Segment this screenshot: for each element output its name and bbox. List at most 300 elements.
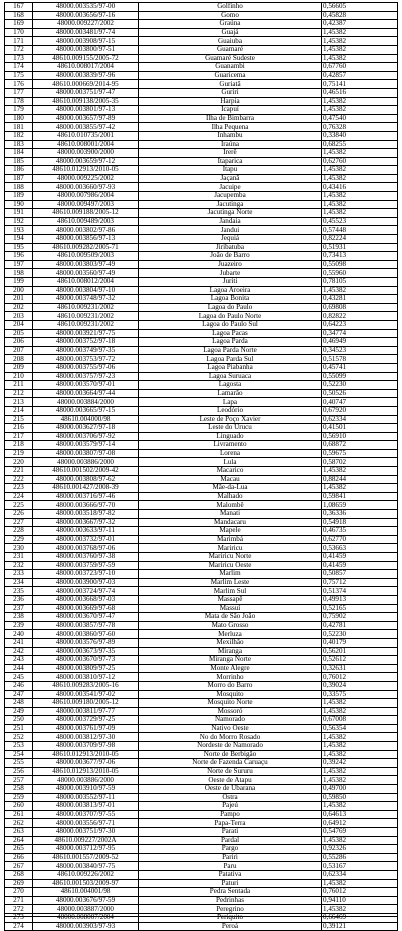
coefficient-value: 0,88244 [322, 475, 398, 484]
field-name: Pargo [139, 845, 322, 854]
field-name: Guamaré Sudeste [139, 54, 322, 63]
coefficient-value: 0,56605 [322, 3, 398, 12]
field-name: Mosquito Norte [139, 699, 322, 708]
coefficient-value: 1,45382 [322, 149, 398, 158]
field-name: Massuí [139, 604, 322, 613]
coefficient-value: 1,45382 [322, 200, 398, 209]
coefficient-value: 0,51931 [322, 243, 398, 252]
process-number: 48610.001427/2008-39 [33, 484, 139, 493]
table-row [5, 209, 398, 218]
process-number: 48000.003723/97-10 [33, 570, 139, 579]
process-number: 48000.003518/97-82 [33, 510, 139, 519]
row-number: 241 [5, 638, 33, 647]
field-name: Parati [139, 828, 322, 837]
process-number: 48000.003884/2000 [33, 398, 139, 407]
coefficient-value: 0,39121 [322, 922, 398, 931]
field-name: Lagoa Piabanha [139, 363, 322, 372]
process-number: 48000.003804/97-10 [33, 286, 139, 295]
field-name: Mariricu Norte [139, 553, 322, 562]
coefficient-value: 0,52612 [322, 656, 398, 665]
process-number: 48000.003732/97-01 [33, 535, 139, 544]
table-row [5, 647, 398, 656]
field-name: Monte Alegre [139, 664, 322, 673]
table-row [5, 63, 398, 72]
field-name: Paru [139, 862, 322, 871]
process-number: 48000.003556/97-71 [33, 819, 139, 828]
row-number: 223 [5, 484, 33, 493]
process-number: 48000.003664/97-44 [33, 389, 139, 398]
field-name: Mapele [139, 527, 322, 536]
coefficient-value: 0,75902 [322, 613, 398, 622]
coefficient-value: 1,45382 [322, 742, 398, 751]
field-name: Namorado [139, 716, 322, 725]
field-name: Guaricema [139, 71, 322, 80]
row-number: 188 [5, 183, 33, 192]
table-row [5, 578, 398, 587]
process-number: 48000.003749/97-35 [33, 346, 139, 355]
process-number: 48610.009231/2002 [33, 312, 139, 321]
row-number: 267 [5, 862, 33, 871]
row-number: 206 [5, 338, 33, 347]
table-row [5, 398, 398, 407]
field-name: Pampo [139, 810, 322, 819]
coefficient-value: 0,46949 [322, 338, 398, 347]
coefficient-value: 1,45382 [322, 879, 398, 888]
row-number: 219 [5, 449, 33, 458]
table-row [5, 372, 398, 381]
table-row [5, 896, 398, 905]
field-name: Lagoa Pacas [139, 329, 322, 338]
process-number: 48000.003676/97-59 [33, 896, 139, 905]
row-number: 266 [5, 853, 33, 862]
row-number: 235 [5, 587, 33, 596]
coefficient-value: 1,45382 [322, 776, 398, 785]
process-number: 48000.003808/97-62 [33, 475, 139, 484]
process-number: 48000.003665/97-15 [33, 406, 139, 415]
coefficient-value: 1,45382 [322, 699, 398, 708]
process-number: 48610.009282/2005-71 [33, 243, 139, 252]
table-row [5, 54, 398, 63]
coefficient-value: 0,75141 [322, 80, 398, 89]
process-number: 48000.003903/97-93 [33, 922, 139, 931]
coefficient-value: 0,43416 [322, 183, 398, 192]
row-number: 249 [5, 707, 33, 716]
row-number: 270 [5, 888, 33, 897]
table-row [5, 750, 398, 759]
field-name: Guamaré [139, 45, 322, 54]
coefficient-value: 1,45382 [322, 192, 398, 201]
field-name: Graúna [139, 20, 322, 29]
coefficient-value: 0,51374 [322, 587, 398, 596]
field-name: João de Barro [139, 252, 322, 261]
row-number: 240 [5, 630, 33, 639]
table-row [5, 346, 398, 355]
table-row [5, 733, 398, 742]
field-name: Marlim Sul [139, 587, 322, 596]
field-name: Mata de São João [139, 613, 322, 622]
field-name: Leste do Urucu [139, 424, 322, 433]
table-row [5, 836, 398, 845]
coefficient-value: 1,45382 [322, 286, 398, 295]
row-number: 204 [5, 320, 33, 329]
field-name: Guanambi [139, 63, 322, 72]
process-number: 48000.003760/97-38 [33, 553, 139, 562]
process-number: 48610.012913/2010-05 [33, 750, 139, 759]
coefficient-value: 0,68872 [322, 441, 398, 450]
field-name: Leodório [139, 406, 322, 415]
row-number: 178 [5, 97, 33, 106]
process-number: 48000.003667/97-32 [33, 518, 139, 527]
field-name: Pedra Sentada [139, 888, 322, 897]
row-number: 167 [5, 3, 33, 12]
row-number: 226 [5, 510, 33, 519]
process-number: 48000.003707/97-55 [33, 810, 139, 819]
field-name: Juriti [139, 278, 322, 287]
coefficient-value: 0,42781 [322, 621, 398, 630]
process-number: 48610.004000/98 [33, 415, 139, 424]
table-row [5, 553, 398, 562]
coefficient-value: 0,55099 [322, 372, 398, 381]
coefficient-value: 0,54918 [322, 518, 398, 527]
table-row [5, 656, 398, 665]
row-number: 264 [5, 836, 33, 845]
process-number: 48000.003666/97-70 [33, 501, 139, 510]
process-number: 48000.003659/97-12 [33, 157, 139, 166]
table-row [5, 613, 398, 622]
field-name: Lagoa do Paulo [139, 303, 322, 312]
process-number: 48610.009138/2005-35 [33, 97, 139, 106]
table-row [5, 828, 398, 837]
process-number: 48000.003757/97-23 [33, 372, 139, 381]
process-number: 48000.003810/97-12 [33, 673, 139, 682]
table-row [5, 45, 398, 54]
table-row [5, 157, 398, 166]
table-row [5, 785, 398, 794]
process-number: 48000.003811/97-77 [33, 707, 139, 716]
row-number: 255 [5, 759, 33, 768]
row-number: 225 [5, 501, 33, 510]
process-number: 48610.009188/2005-12 [33, 209, 139, 218]
row-number: 238 [5, 613, 33, 622]
field-name: Marlim [139, 570, 322, 579]
row-number: 222 [5, 475, 33, 484]
field-name: Lagoa do Paulo Sul [139, 320, 322, 329]
coefficient-value: 0,56354 [322, 724, 398, 733]
coefficient-value: 0,55286 [322, 853, 398, 862]
row-number: 201 [5, 295, 33, 304]
table-row [5, 802, 398, 811]
process-number: 48610.009180/2005-12 [33, 699, 139, 708]
row-number: 210 [5, 372, 33, 381]
coefficient-value: 0,46516 [322, 88, 398, 97]
field-name: Juazeiro [139, 260, 322, 269]
table-row [5, 166, 398, 175]
process-number: 48610.009489/2003 [33, 217, 139, 226]
process-number: 48610.009283/2005-16 [33, 681, 139, 690]
process-number: 48000.003541/97-02 [33, 690, 139, 699]
field-name: Oeste de Atapu [139, 776, 322, 785]
coefficient-value: 0,34774 [322, 329, 398, 338]
field-name: Norte de Fazenda Caruaçu [139, 759, 322, 768]
field-name: Pardal [139, 836, 322, 845]
process-number: 48000.003857/97-78 [33, 621, 139, 630]
table-row [5, 518, 398, 527]
field-name: Norte de Berbigão [139, 750, 322, 759]
field-name: Jacuipe [139, 183, 322, 192]
process-number: 48610.009231/2002 [33, 320, 139, 329]
table-row [5, 80, 398, 89]
row-number: 218 [5, 441, 33, 450]
table-row [5, 793, 398, 802]
table-row [5, 363, 398, 372]
table-row [5, 252, 398, 261]
table-row [5, 759, 398, 768]
table-row [5, 123, 398, 132]
coefficient-value: 0,41459 [322, 561, 398, 570]
coefficient-value: 0,64613 [322, 810, 398, 819]
table-row [5, 690, 398, 699]
table-row [5, 604, 398, 613]
coefficient-value: 0,46735 [322, 527, 398, 536]
field-name: Macau [139, 475, 322, 484]
process-number: 48610.009155/2005-72 [33, 54, 139, 63]
row-number: 273 [5, 913, 33, 922]
row-number: 257 [5, 776, 33, 785]
table-row [5, 312, 398, 321]
row-number: 251 [5, 724, 33, 733]
coefficient-value: 0,56910 [322, 432, 398, 441]
table-row [5, 355, 398, 364]
process-number: 48000.009497/2003 [33, 200, 139, 209]
process-number: 48000.003768/97-06 [33, 544, 139, 553]
row-number: 181 [5, 123, 33, 132]
row-number: 216 [5, 424, 33, 433]
process-number: 48000.003481/97-74 [33, 28, 139, 37]
table-row [5, 467, 398, 476]
row-number: 242 [5, 647, 33, 656]
coefficient-value: 1,45382 [322, 209, 398, 218]
coefficient-value: 0,53167 [322, 862, 398, 871]
coefficient-value: 1,45382 [322, 54, 398, 63]
row-number: 207 [5, 346, 33, 355]
coefficient-value: 0,62334 [322, 415, 398, 424]
field-name: Mexilhão [139, 638, 322, 647]
row-number: 203 [5, 312, 33, 321]
coefficient-value: 0,45828 [322, 11, 398, 20]
coefficient-value: 0,69808 [322, 303, 398, 312]
table-row [5, 424, 398, 433]
field-name: Nordeste de Namorado [139, 742, 322, 751]
row-number: 182 [5, 131, 33, 140]
process-number: 48610.009509/2003 [33, 252, 139, 261]
field-name: Norte de Sururu [139, 767, 322, 776]
coefficient-value: 0,52230 [322, 630, 398, 639]
table-row [5, 106, 398, 115]
coefficient-value: 0,59841 [322, 492, 398, 501]
process-number: 48610.009227/2002A [33, 836, 139, 845]
row-number: 197 [5, 260, 33, 269]
process-number: 48000.003840/97-75 [33, 862, 139, 871]
table-row [5, 913, 398, 922]
table-row [5, 681, 398, 690]
coefficient-value: 1,45382 [322, 750, 398, 759]
field-name: Manati [139, 510, 322, 519]
row-number: 268 [5, 870, 33, 879]
process-number: 48000.007986/2004 [33, 192, 139, 201]
field-name: Marimbá [139, 535, 322, 544]
coefficient-value: 0,45523 [322, 217, 398, 226]
field-name: Itapu [139, 166, 322, 175]
coefficient-value: 0,64223 [322, 320, 398, 329]
field-name: Miranga [139, 647, 322, 656]
process-number: 48000.003807/97-08 [33, 449, 139, 458]
field-name: Periquito [139, 913, 322, 922]
field-name: Pedrinhas [139, 896, 322, 905]
field-name: Lagosta [139, 381, 322, 390]
coefficient-value: 0,43281 [322, 295, 398, 304]
field-name: Mãe-da-Lua [139, 484, 322, 493]
field-name: Jubarte [139, 269, 322, 278]
process-number: 48000.003751/97-47 [33, 88, 139, 97]
process-number: 48000.003755/97-06 [33, 363, 139, 372]
coefficient-value: 0,68255 [322, 140, 398, 149]
table-row [5, 922, 398, 931]
coefficient-value: 0,40747 [322, 398, 398, 407]
table-row [5, 389, 398, 398]
table-row [5, 28, 398, 37]
row-number: 265 [5, 845, 33, 854]
field-name: Harpia [139, 97, 322, 106]
coefficient-value: 0,55960 [322, 269, 398, 278]
table-row [5, 879, 398, 888]
process-number: 48000.003627/97-18 [33, 424, 139, 433]
field-name: Jaçanã [139, 174, 322, 183]
table-row [5, 510, 398, 519]
row-number: 260 [5, 802, 33, 811]
process-number: 48000.003633/97-11 [33, 527, 139, 536]
row-number: 186 [5, 166, 33, 175]
row-number: 183 [5, 140, 33, 149]
row-number: 176 [5, 80, 33, 89]
process-number: 48610.008012/2004 [33, 278, 139, 287]
row-number: 177 [5, 88, 33, 97]
row-number: 199 [5, 278, 33, 287]
coefficient-value: 0,50857 [322, 570, 398, 579]
process-number: 48000.009227/2002 [33, 20, 139, 29]
process-number: 48000.003839/97-96 [33, 71, 139, 80]
process-number: 48000.003657/97-89 [33, 114, 139, 123]
process-number: 48000.003900/97-03 [33, 578, 139, 587]
table-row [5, 458, 398, 467]
row-number: 185 [5, 157, 33, 166]
field-name: Jequiá [139, 235, 322, 244]
process-number: 48000.003761/97-09 [33, 724, 139, 733]
table-row [5, 819, 398, 828]
coefficient-value: 1,45382 [322, 905, 398, 914]
field-name: Mossoró [139, 707, 322, 716]
field-name: Jacutinga Norte [139, 209, 322, 218]
row-number: 220 [5, 458, 33, 467]
table-row [5, 149, 398, 158]
process-number: 48000.003803/97-49 [33, 260, 139, 269]
row-number: 230 [5, 544, 33, 553]
field-name: Livramento [139, 441, 322, 450]
process-number: 48000.003753/97-72 [33, 355, 139, 364]
table-row [5, 295, 398, 304]
row-number: 211 [5, 381, 33, 390]
field-name: Mosquito [139, 690, 322, 699]
field-name: Peregrino [139, 905, 322, 914]
coefficient-value: 1,45382 [322, 45, 398, 54]
row-number: 221 [5, 467, 33, 476]
row-number: 212 [5, 389, 33, 398]
table-row [5, 338, 398, 347]
coefficient-value: 0,76012 [322, 673, 398, 682]
process-number: 48610.001557/2009-52 [33, 853, 139, 862]
table-row [5, 406, 398, 415]
coefficient-value: 0,53663 [322, 544, 398, 553]
coefficient-value: 0,57448 [322, 226, 398, 235]
table-row [5, 767, 398, 776]
row-number: 172 [5, 45, 33, 54]
table-row [5, 278, 398, 287]
process-number: 48610.001503/2009-97 [33, 879, 139, 888]
process-number: 48000.003813/97-01 [33, 802, 139, 811]
process-number: 48000.003910/97-59 [33, 785, 139, 794]
field-name: Peroá [139, 922, 322, 931]
process-number: 48000.003660/97-93 [33, 183, 139, 192]
table-row [5, 432, 398, 441]
process-number: 48000.003669/97-68 [33, 604, 139, 613]
row-number: 200 [5, 286, 33, 295]
coefficient-value: 0,82224 [322, 235, 398, 244]
table-row [5, 235, 398, 244]
table-row [5, 71, 398, 80]
field-name: Lagoa Suruaca [139, 372, 322, 381]
field-name: Lagoa Parda [139, 338, 322, 347]
field-name: Pariri [139, 853, 322, 862]
field-name: Guriri [139, 88, 322, 97]
table-row [5, 492, 398, 501]
coefficient-value: 0,54769 [322, 828, 398, 837]
coefficient-value: 0,40179 [322, 638, 398, 647]
table-row [5, 707, 398, 716]
process-number: 48610.009231/2002 [33, 303, 139, 312]
table-row [5, 415, 398, 424]
document-page [4, 2, 398, 931]
process-number: 48000.003560/97-49 [33, 269, 139, 278]
field-name: Lagoa Bonita [139, 295, 322, 304]
process-number: 48000.003677/97-06 [33, 759, 139, 768]
coefficient-value: 0,58702 [322, 458, 398, 467]
coefficient-value: 0,55098 [322, 260, 398, 269]
process-number: 48000.003809/97-25 [33, 664, 139, 673]
process-number: 48000.003900/2000 [33, 149, 139, 158]
table-row [5, 501, 398, 510]
field-name: Jiribatuba [139, 243, 322, 252]
coefficient-value: 1,08659 [322, 501, 398, 510]
coefficient-value: 0,39242 [322, 759, 398, 768]
field-name: Jandaia [139, 217, 322, 226]
table-row [5, 3, 398, 12]
process-number: 48610.001502/2009-42 [33, 467, 139, 476]
row-number: 233 [5, 570, 33, 579]
field-name: Jacupemba [139, 192, 322, 201]
coefficient-value: 0,78105 [322, 278, 398, 287]
process-number: 48000.003673/97-35 [33, 647, 139, 656]
coefficient-value: 0,64912 [322, 819, 398, 828]
field-name: Ostra [139, 793, 322, 802]
